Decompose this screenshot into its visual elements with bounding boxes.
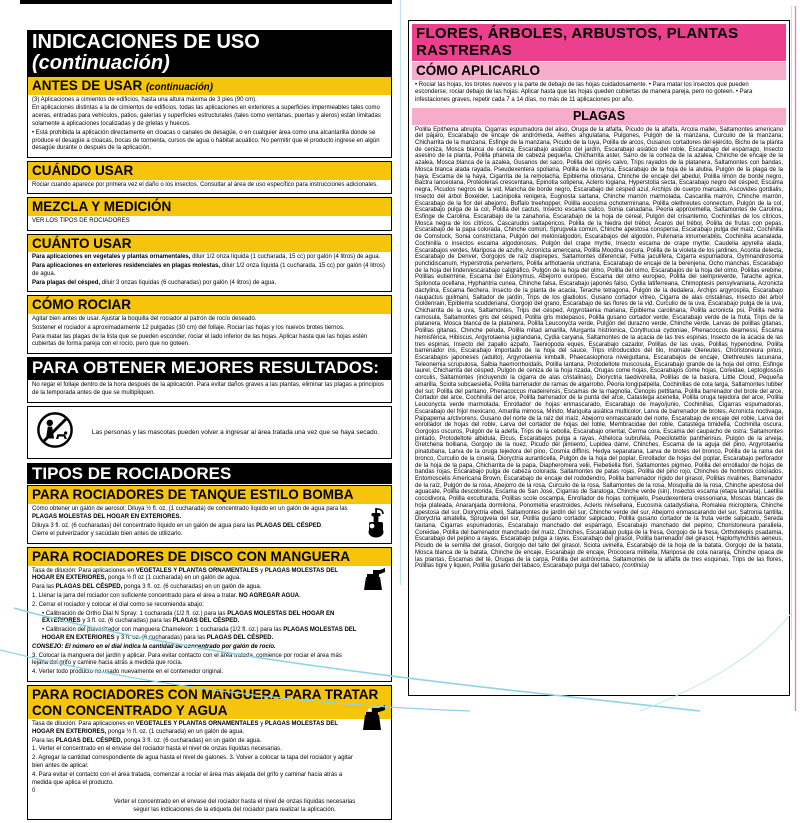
paragraph: (3) Aplicaciones a cimientos de edificios, hasta una altura máxima de 3 pies (90 cm). [32, 96, 257, 103]
panel-flores-arboles [408, 20, 790, 696]
paragraph: Para plagas del césped, diluir 3 onzas líquidas (6 cucharadas) por galón (4 litros) de agua. [32, 279, 277, 286]
disco-manguera-body [28, 566, 391, 681]
antes-de-usar-header: ANTES DE USAR (continuación) [28, 77, 391, 95]
paragraph: Rociar cuando aparece por primera vez el daño o los insectos. Consultar al área de uso específico para instrucciones adicionales. [32, 181, 378, 188]
tanque-bomba-header: PARA ROCIADORES DE TANQUE ESTILO BOMBA [28, 486, 391, 504]
flores-title-banner: FLORES, ÁRBOLES, ARBUSTOS, PLANTAS RASTRERAS [412, 24, 786, 61]
section-rociadores-concentrado-agua [27, 685, 392, 820]
top-edge-strip [20, 0, 392, 4]
hose-end-sprayer-icon [361, 566, 387, 597]
cuanto-usar-header: CUÁNTO USAR [28, 235, 391, 253]
paragraph: Para las PLAGAS DEL CÉSPED, ponga 3 fl. oz. (6 cucharadas) en un galón de agua. [32, 737, 262, 744]
paragraph: Cómo obtener un galón de aerosol: Diluya ½ fl. oz. (1 cucharada) de concentrado líquido en un galón de agua para las PLAGAS MOLESTAS DEL HOGAR EN EXTERIORES. [32, 505, 348, 520]
cuando-usar-body [28, 180, 391, 194]
antes-de-usar-body [28, 95, 391, 158]
mejores-resultados-body [28, 380, 391, 402]
como-rociar-header: CÓMO ROCIAR [28, 296, 391, 314]
cuando-usar-header: CUÁNDO USAR [28, 162, 391, 180]
paragraph: Tasa de dilución: Para aplicaciones en VEGETALES Y PLANTAS ORNAMENTALES y PLAGAS MOLESTAS DEL HOGAR EN EXTERIORES, ponga ½ fl. oz. (1 cucharada) en un galón de agua. [32, 721, 338, 735]
section-rociadores-disco-manguera [27, 547, 392, 682]
tanque-bomba-body [28, 504, 391, 543]
paragraph: Diluya 3 fl. oz. (6 cucharadas) del concentrado líquido en un galón de agua para las PLAGAS DEL CÉSPED. [32, 522, 323, 529]
mejores-resultados-header: PARA OBTENER MEJORES RESULTADOS: [27, 357, 392, 379]
center-note: Verter el concentrado en el envase del rociador hasta el nivel de onzas líquidas necesarias seguir las indicaciones de la etiqueta del rociador para realizar la aplicación. [113, 799, 356, 813]
section-antes-de-usar [27, 76, 392, 158]
mezcla-header: MEZCLA Y MEDICIÓN [28, 198, 391, 216]
paragraph: • Está prohibida la aplicación directamente en cloacas o canales de desagüe, o en cualquier área como una alcantarilla donde se produce el desagüe a cloacas, bocas de tormenta, cursos de agua o hábitat acuático. No permitir que el producto ingrese en algún desagüe durante o después de la aplicación. [32, 129, 380, 152]
section-cuanto-usar [27, 234, 392, 293]
reentry-notice [27, 406, 392, 459]
bullet-item: • Calibración de Ortho Dial N Spray: 1 cucharada (1/2 fl. oz.) para las PLAGAS MOLESTAS DEL HOGAR EN EXTERIORES y 3 fl. oz. (6 cucharadas) para las PLAGAS DEL CÉSPED. [42, 610, 335, 625]
paragraph: Para las PLAGAS DEL CÉSPED, ponga 3 fl. oz. (6 cucharadas) en un galón de agua. [32, 584, 262, 591]
paragraph: 2. Cerrar el rociador y colocar el dial como se recomienda abajo: [32, 601, 204, 608]
section-como-rociar [27, 295, 392, 354]
paragraph: Para aplicaciones en vegetales y plantas ornamentales, diluir 1/2 onza líquida (1 cucharada, 15 cc) por galón (4 litros) de agua. [32, 254, 381, 261]
section-cuando-usar [27, 161, 392, 194]
como-rociar-body [28, 314, 391, 353]
paragraph: 2. Agregar la cantidad correspondiente de agua hasta el nivel de galones. 3. Volver a colocar la tapa del rociador y agitar bien antes de aplicar. [32, 755, 353, 769]
paragraph: Agitar bien antes de usar. Ajustar la boquilla del rociador al patrón de rocío deseado. [32, 315, 257, 322]
no-people-pets-icon [36, 411, 74, 454]
paragraph: Sostener el rociador a aproximadamente 12 pulgadas (30 cm) del follaje. Rociar las hojas y los nuevos brotes tiernos. [32, 324, 345, 331]
paragraph: VER LOS TIPOS DE ROCIADORES [32, 217, 130, 224]
paragraph: En aplicaciones distintas a la de cimientos de edificios, todas las aplicaciones en exteriores a superficies impermeables tales como aceras, entradas para vehículos, patios, galerías y superficies estructurales (tales como ventanas, puertas y aleros) están limitadas solamente a aplicaciones localizadas y de grietas y huecos. [32, 105, 381, 127]
paragraph: Para matar las plagas de la lista que se pueden esconder, rociar el lado inferior de las hojas. Aplicar hasta que las hojas estén cubiertas de forma pareja con el rocío, pero que no goteen. [32, 333, 368, 348]
hose-end-sprayer-icon [361, 702, 387, 737]
paragraph: 4. Verter todo producto no usado nuevamente en el contenedor original. [32, 669, 224, 676]
disco-manguera-header: PARA ROCIADORES DE DISCO CON MANGUERA [28, 548, 391, 566]
concentrado-agua-body [28, 719, 391, 819]
section-mejores-resultados [27, 357, 392, 402]
concentrado-agua-header: PARA ROCIADORES CON MANGUERA PARA TRATAR CON CONCENTRADO Y AGUA [28, 686, 391, 719]
stray-mark: 0 [32, 788, 36, 795]
paragraph: 1. Llenar la jarra del rociador con suficiente concentrado para el área a tratar. NO AGREGAR AGUA. [32, 593, 301, 600]
section-rociadores-tanque-bomba [27, 485, 392, 544]
como-aplicarlo-body: • Rociar las hojas, los brotes nuevos y la parte de debajo de las hojas cuidadosamente. • Para matar los insectos que pueden esconderse, rociar debajo de las hojas. Aplicar hasta que las hojas queden cubiertas de manera pareja, pero no goteen. • Para infestaciones graves, repetir cada 7 a 14 días, no más de 11 aplicaciones por año. [415, 81, 753, 104]
section-title-indicaciones: INDICACIONES DE USO (continuación) [27, 30, 392, 76]
section-mezcla-y-medicion [27, 197, 392, 230]
bullet-item: • Calibración del pulverizador con manguera Chameleon: 1 cucharada (1/2 fl. oz.) para las PLAGAS MOLESTAS DEL HOGAR EN EXTERIORES y 3 fl. oz. (6 cucharadas) para las PLAGAS DEL CÉSPED. [42, 627, 357, 641]
paragraph: 4. Para evitar el contacto con el área tratada, comenzar a rociar el área más alejada del grifo y caminar hacia atrás a medida que aplica el producto. [32, 771, 343, 786]
pump-sprayer-icon [365, 506, 387, 543]
paragraph: Cierre el pulverizador y sacúdalo bien antes de utilizarlo. [32, 531, 183, 538]
paragraph: No regar el follaje dentro de la hora después de la aplicación. Para evitar daños graves a las plantas, eliminar las plagas a principios de la temporada antes de que se multipliquen. [32, 381, 384, 396]
paragraph: 3. Colocar la manguera del jardín y aplicar. Para evitar contacto con el área tratada, comience por rociar el área más lejana del grifo y camine hacia atrás a medida que rocía. [32, 652, 342, 667]
panel-indicaciones-de-uso [27, 30, 392, 823]
paragraph: Tasa de dilución: Para aplicaciones en VEGETALES Y PLANTAS ORNAMENTALES y PLAGAS MOLESTAS DEL HOGAR EN EXTERIORES, ponga ½ fl oz (1 cucharada) en un galón de agua. [32, 567, 338, 582]
plagas-list: Polilla Epithema abrupta, Cigarras espumadora del aliso, Oruga de la alfalfa, Picudo de la alfalfa, Arcola mallei, Saltamontes americano del pájaro, Escarabajo de encaje de andrómeda, Aethes angulatana, Pulgones, Pulgón de la manzana, Curculio de la manzana, Chicharrita de la manzana, Esfinge de la manzana, Picudo de la tuya, Polilla de arcos, Gusanos cortadores del ejército, Bicho de la planta de ceniza, Mosca blanca de ceniza, Escarabajo asiático del jardín, Escarabajo asiático del roble, Escarabajo del espárrago, Insecto asesino de la planta, Polilla phaneta de cabeza pequeña, Chicharrita aster, Sarro de la corteza de la azalea, Chinche de encaje de la azalea, Mosca blanca de la azalea, Gusanos del saco, Polilla del ciprés calvo, Trips rayados de la platanera, Saltamontes con bandas, Mosca blanca alada rayada, Pseudexentera spoliana, Polilla de la myrica, Escarabajo de la hoja de la alubia, Pulgón de la plaga de la haya, Escama de la haya, Cigarrita de la remolacha, Epiblema otiosana, Chinche de encaje del abedul, Polilla limón de borde negro, Bactra lanceolana, Proteoteras crescentana, Epinotia sotipena, Acleris logiana, Hyperstotia secta, Escarabajo negro del césped, Escama negra, Picudos negros de la vid, Mancha de borde negro, Escarabajo del césped azul, Archips de cuerpo marcado, Ascovides gordialis, Insecto del árbol Boxelder, Lacinipolia renigera, Eugnosta sartana, Chinche marrón marmolada, Cascarilla marrón, Chinche marrón, Escarabajo de la flor del abejorro, Buffalo treehopper, Polilla eucosma ochoterminana, Polilla olethreutes connectum, Pulgón de la col, Escarabajo pulga de la col, Polilla del cactus, Insecto escama calico, Sonia canadana, Peoria approximella, Saltamontes de Carolina, Esfinge de Carolina, Escarabajo de la zanahoria, Escarabajo de la hoja de cereal, Pulgón del crisantemo, Cochinillas de los cítricos, Mosca negra de los cítricos, Cascarudos saltapéricos, Polilla de la hiedra del trébol, Ácaros del trébol, Polilla de frutas con pepas, Escarabajo de la papa colorada, Chinche común, Sprugvela común, Chinche apestosa conspersa, Escarabajo pulga del maíz, Cochinilla de Comstock, Sonia constrictana, Pulgón del melón/algodón, Escarabajos del algodón, Pulvinaria innumerabilis, Cochinilla acanalada, Cochinilla o insectos escama algodonosos, Pulgón del crape myrtle, Insecto escama de crape myrtle, Caudelia apyrella alada, Escarabajos verdes, Mariposa de azufre, Acronicta americana, Polilla Moodna oscura, Polilla de la violeta de los jardines, Acontia delecta, Escarabajo de Denver, Gorgojos de raíz diaprepes, Saltamontes diferencial, Feltia jaculifera, Cigarra espumadora, Gymnandrosoma punctidiscanum, Hyperstrotia pervertens, Polilla arthotaenia unctrana, Escarabajo de encaje de la berenjena, Ocho manchas, Escarabajo de la hoja del linden/escarabajo caligráfico, Pulgón de la hoja del olmo, Polilla del olmo, Escarabajos de la hoja del olmo, Polillas erebine, Polillas eutiermine, Escama del Euonymus, Abejorro europeo, Escama del olmo europeo, Polilla del siempreverde, Tarache agrica, Spilonota ocellana, Hyphantria cunea, Chinche falsa, Escarabajo japonés falso, Cydia latiferreana, Chimoptesis pensylvaniana, Acronicta dactylina, Escama flechera, Insecto de la planta de acacia, Terache tetragona, Pulgón de la dedalera, Archips argyrospila, Escarabajo naupactus guilmani, Saltador de jardín, Trips de los gladiolos, Gusano cortador vítreo, Cigarra de alas cristalinas, Insecto del árbol Goldenrain, Epiblema scudderiana, Gorgojo del grano, Escarabajo de las flores de la vid, Curculio de la uva, Escarabajo pulga de la uva, Chicharrita de la uva, Saltamontes, Trips del césped, Argyrotaenia mariana, Epiblema carolinana, Polilla acronicta psi, Polilla nedra ramosula, Saltamontes gris del césped, Polilla gris midepasos, Polilla gusano cortador verde, Escarabajo verde de la fruta, Trips de la platanera, Mosca blanca de la platanera, Polilla Leuconycta verde, Pulgón del durazno verde, Chinche verde, Larvas de polillas gitanas, Polillas gitanas, Chinche peluda, Polilla mitad amarilla, Murganta histrionica, Corythucua cydoniae, Phenacoccus dearnessi, Escama hemisférica, Hibiscus, Argyrotaenia juglandana, Cydia caryana, Saltamontes de la acacia de las tres espinas, Insecto de la acacia de las tres espinas, Insecto del zapallo azpafo, Taeniopoda eques, Escarabajo cazador, Polillas de las uvas, Polillas hypenodine, Polilla barrenador iris, Escarabajo importado de la hoja del sauce, Trips introducidos del tilo, Inornate Olereutes, Choristoneura pinus, Escarabajos japoneses (adulto), Argyrotaenia kimballi, Phaecasiophora niveiguttana, Escarabajos de encaje, Olethreutes lacunana, Teleonemia scrupulosa, Salbia haemorrhoidalis, Polilla lantana, Protodeltote muscosula, Escarabajo grande de la hoja del olmo, Esfinge laurel, Chicharrita del césped, Pulgón de ceniza de la hoja rizada, Orugas come hojas, Escarabajos come hojas, Coreidae, Leptoglossus corculis, Saltamontes (incluyendo la cigarra de alas cristalinas), Dioryctria taedivorella, Polillas de la basura, Little Cloud, Pequeña amarilla, Sciota subcaesiella, Polilla barrenador de ramas de algarrobo, Peoria longipalpella, Cochinillas de cola larga, Saltamontes lubber del sur, Polilla del pantano, Phenacoccus madeirensis, Escamas de la magnolia, Cenopis pettitana, Polilla barrenador del brote del arce, Cortador del arce, Cochinilla del arce, Polilla barrenador de la punta del arce, Catastega aceriella, Polilla oruga tejedora del arce, Polilla Leuconycta verde marmolada, Enrollador de hojas enmascarado, Escarabajo de mayo/junio, Cochinillas, Cigarras espumadoras, Escarabajo del frijol mexicano, Amarilla mimosa, Mírido, Mariquita asiática multicolor, Larva de barrenador de brotes, Acronicta noctivaga, Paipapema arctivorens, Gusano del norte de la raíz del maíz, Abejorro enmascarado del norte, Escarabajo de encaje del roble, Larva del enrollador de hojas del roble, Larva del cortador de hojas del roble, Membracidae del roble, Catastega timidella, Cochinilla oscura, Gorgojos oscuros, Pulgón de la adelfa, Trips de la cebolla, Escarabajo oriental, Cerma cora, Escama del caupacho de ostra, Saltamontes pintado, Protodeltote albidula, Elcus, Escarabajos pulga a rayas, Atheloca subrufela, Poecilotettix pantherinus, Pulgón de la arveja, Gretchena bolliana, Gorgojo de la nuez, Picudo del pimiento, Lupidea danvi, Chinches, Escama de la aguja del pino, Argyrotaenia pinatubana, Larva de la oruga tejedora del pino, Cosmia diffinis, Hedya separatana, Larva de brotes del bronco, Polilla de la rama del bronco, Curculio de la ciruela, Dioryctria auranticella, Pulgón de la hoja del poplar, Enrollador de hojas del poplar, Escarabajo perforador de la hoja de la papa, Chicharrita de la papa, Diapheromera velii, Fiebetiella flori, Saltamontes pigmeo, Polilla del enrollador de hojas de bandas rojas, Escarabajo pulga de cabeza colorada, Saltamontes de patas rojas, Polilla del pino rojo, Chinches de hombros colorados, Entomoscelis Americana Brown, Escarabajo de encaje del rododendro, Polilla barrenador rígido del girasol, Polillas rivalines, Barrenador de la raíz, Pulgón de la rosa, Abejorro de la rosa, Curculio de la rosa, Saltamontes de la rosa, Mosquilla de la rosa, Chinche apestosa del aguacate, Polilla descolorida, Escama de San José, Cigarras de Saratoga, Chinche verde (sin), Insectos escama (etapa larvaria), Laetilia coccidivora, Polilla exculturada, Polillas scole oscampa, Enrollador de hojas comijuelo, Pseudexentera cressoniana, Moscas blancas de hoja plateada, Anaranjada dormilona, Ponometia erastroides, Acleris nivisellana, Eucosma catadystiana, Romalea microptera, Chinche apestosa del sur, Dioryctria ebeli, Saltamontes de jardín del sur, Chinche verde del sur, Abejorro enmascarando del sur, Satronia tantilla, Dioryctria amatella, Sprugvela del sur, Polilla gusano cortador salpicado, Polilla gusano cortador de la fruta verde salpicado, Sereda tautana, Cigarras espumadoras, Escarabajo manchado del espárrago, Escarabajo manchado del pepino, Choristoneura parallela, Coreidae, Polilla del barrenador manchado del maíz, Chinches, Escarabajo pulga de la fresa, Gorgojo de la fresa, Orthotelepis psadamia, Escarabajo del pepino a rayas, Escarabajo pulga a rayas, Escarabajo del girasol, Polilla barrenador del girasol, Haplorhynchites aeneus, Picudo de la semilla del girasol, Gorgojo del tallo del girasol, Sciota uvinella, Escarabajo de la hoja de la batata, Gorgojo de la batata, Mosca blanca de la batata, Chinche de encaje, Escarabajo de encaje, Prococera militella, Mariposa de cola naranja, Chinche opaca de las plantas, Escamas del té, Orugas de la carpa, Polilla del astrónoma, Saltamontes de la alfalfa de tres esquinas, Trips de las flores, Polillas tigre y liquen, Polilla gusano del tabaco, Escarabajo pulga del tabaco, (continúa) [415, 126, 783, 570]
paragraph: Para aplicaciones en exteriores residenciales en plagas molestas, diluir 1/2 onza líquida (1 cucharada, 15 cc) por galón (4 litros) de agua. [32, 263, 385, 277]
plagas-header: PLAGAS [412, 108, 786, 124]
mezcla-body [28, 216, 391, 230]
paragraph: 1. Verter el concentrado en el envase del rociador hasta el nivel de onzas líquidas necesarias. [32, 746, 282, 753]
consejo-note: CONSEJO: El número en el dial indica la cantidad de concentrado por galón de rocío. [32, 643, 276, 650]
como-aplicarlo-header: CÓMO APLICARLO [412, 62, 786, 80]
reentry-text: Las personas y las mascotas pueden volver a ingresar al área tratada una vez que se haya secado. [91, 428, 380, 436]
cuanto-usar-body [28, 252, 391, 291]
tipos-de-rociadores-header: TIPOS DE ROCIADORES [27, 463, 392, 485]
